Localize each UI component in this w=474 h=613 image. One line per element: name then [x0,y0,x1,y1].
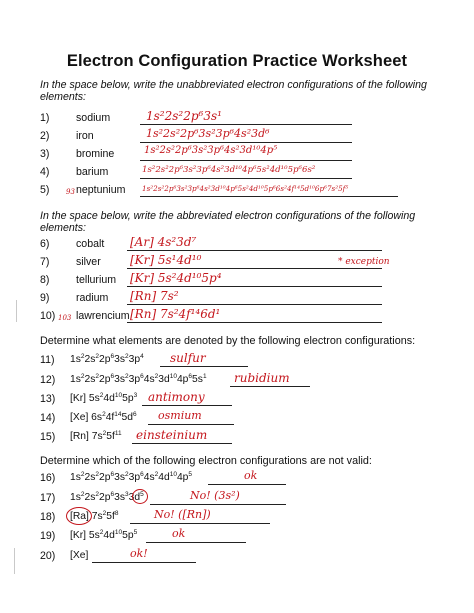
question-number: 3) [40,148,50,160]
question-number: 9) [40,292,50,304]
section4-instruction: Determine which of the following electron configurations are not valid: [40,455,372,467]
section1-instruction: In the space below, write the unabbreviated electron configurations of the following elements: [40,79,427,103]
handwritten-answer: ok [244,469,258,482]
handwritten-answer: 1s²2s²2p⁶3s²3p⁶4s²3d¹⁰4p⁵ [144,145,278,156]
circled-error [132,489,148,504]
question-number: 12) [40,374,56,386]
electron-configuration: [Kr] $5s^24d^{10}5p^5$ [70,529,138,541]
question-row [0,490,474,508]
element-name: tellurium [76,274,117,286]
answer-line [150,504,286,505]
answer-line [140,196,398,197]
question-number: 1) [40,112,50,124]
answer-line [127,250,382,251]
question-row [0,410,474,428]
question-number: 18) [40,511,56,523]
question-number: 2) [40,130,50,142]
worksheet-title: Electron Configuration Practice Worksheet [66,52,408,70]
handwritten-answer: osmium [158,409,202,422]
answer-line [127,268,382,269]
handwritten-answer: 1s²2s²2p⁶3s²3p⁶4s²3d¹⁰4p⁶5s²4d¹⁰5p⁶6s² [142,165,316,175]
question-row [0,146,474,164]
answer-line [132,443,232,444]
element-name: lawrencium [76,310,130,322]
question-number: 8) [40,274,50,286]
handwritten-answer: [Ar] 4s²3d⁷ [130,235,197,249]
handwritten-answer: 1s²2s²2p⁶3s²3p⁶4s²3d¹⁰4p⁶5s²4d¹⁰5p⁶6s²4f¹⁴5d¹⁰6p⁶7s²5f⁵ [142,184,349,193]
question-number: 7) [40,256,50,268]
element-name: bromine [76,148,115,160]
electron-configuration: [Xe] [70,550,89,561]
answer-line [148,424,234,425]
question-row [0,272,474,290]
handwritten-answer: antimony [148,390,205,404]
question-row [0,352,474,370]
question-number: 4) [40,166,50,178]
handwritten-answer: [Kr] 5s²4d¹⁰5p⁴ [130,271,222,285]
answer-line [146,542,246,543]
question-row [0,528,474,546]
answer-line [127,304,382,305]
answer-line [140,178,352,179]
question-row [0,308,474,326]
electron-configuration: $1s^22s^22p^63s^23p^4$ [70,353,144,365]
handwritten-answer: [Rn] 7s²4f¹⁴6d¹ [130,307,221,321]
question-number: 11) [40,354,55,366]
element-name: sodium [76,112,111,124]
electron-configuration: [Xe] $6s^24f^{14}5d^6$ [70,411,137,423]
question-row [0,110,474,128]
answer-line [127,286,382,287]
electron-configuration: [Rn] $7s^25f^{11}$ [70,430,122,442]
element-name: radium [76,292,109,304]
element-name: silver [76,256,101,268]
answer-line [230,386,310,387]
handwritten-answer: [Rn] 7s² [130,289,179,303]
electron-configuration: $1s^22s^22p^63s^23p^64s^23d^{10}4p^65s^1$ [70,373,207,385]
question-row [0,182,474,200]
electron-configuration: $1s^22s^22p^63s^23p^64s^24d^{10}4p^5$ [70,471,193,483]
answer-line [140,124,352,125]
answer-line [127,322,382,323]
question-row [0,548,474,566]
answer-line [92,562,196,563]
circled-error [66,507,92,525]
question-number: 13) [40,393,56,405]
handwritten-answer: ok [172,527,186,540]
handwritten-answer: No! (3s²) [190,489,240,502]
handwritten-answer: 1s²2s²2p⁶3s²3p⁶4s²3d⁶ [146,127,270,140]
section3-instruction: Determine what elements are denoted by the following electron configurations: [40,335,416,347]
handwritten-answer: einsteinium [136,428,208,442]
answer-line [130,523,270,524]
question-row [0,372,474,390]
element-name: neptunium [76,184,126,196]
question-row [0,290,474,308]
element-name: cobalt [76,238,105,250]
handwritten-answer: sulfur [170,351,206,365]
handwritten-answer: 1s²2s²2p⁶3s¹ [146,109,222,123]
question-number: 14) [40,412,56,424]
section2-instruction: In the space below, write the abbreviated electron configurations of the following elements: [40,210,416,234]
question-number: 15) [40,431,56,443]
electron-configuration: [Kr] $5s^24d^{10}5p^3$ [70,392,138,404]
answer-line [208,484,286,485]
answer-line [142,405,232,406]
element-name: barium [76,166,109,178]
handwritten-answer: rubidium [234,371,290,385]
question-number: 19) [40,530,56,542]
question-number: 17) [40,492,56,504]
question-number: 20) [40,550,56,562]
question-row [0,391,474,409]
question-number: 5) [40,184,50,196]
question-row [0,236,474,254]
handwritten-answer: No! ([Rn]) [154,508,211,521]
electron-configuration: [Ra] $7s^25f^8$ [70,510,119,522]
atomic-number-note: 103 [58,314,72,322]
question-row [0,470,474,488]
question-number: 16) [40,472,56,484]
question-number: 10) [40,310,56,322]
atomic-number-note: 93 [66,188,75,196]
question-number: 6) [40,238,50,250]
question-row [0,128,474,146]
question-row [0,429,474,447]
question-row [0,254,474,272]
handwritten-answer: [Kr] 5s¹4d¹⁰ [130,253,202,267]
answer-line [160,366,248,367]
answer-line [140,160,352,161]
question-row [0,164,474,182]
element-name: iron [76,130,94,142]
answer-line [140,142,352,143]
exception-note: * exception [338,257,390,267]
electron-configuration: $1s^22s^22p^63s^33d^5$ [70,491,144,503]
handwritten-answer: ok! [130,547,148,560]
question-row [0,509,474,527]
